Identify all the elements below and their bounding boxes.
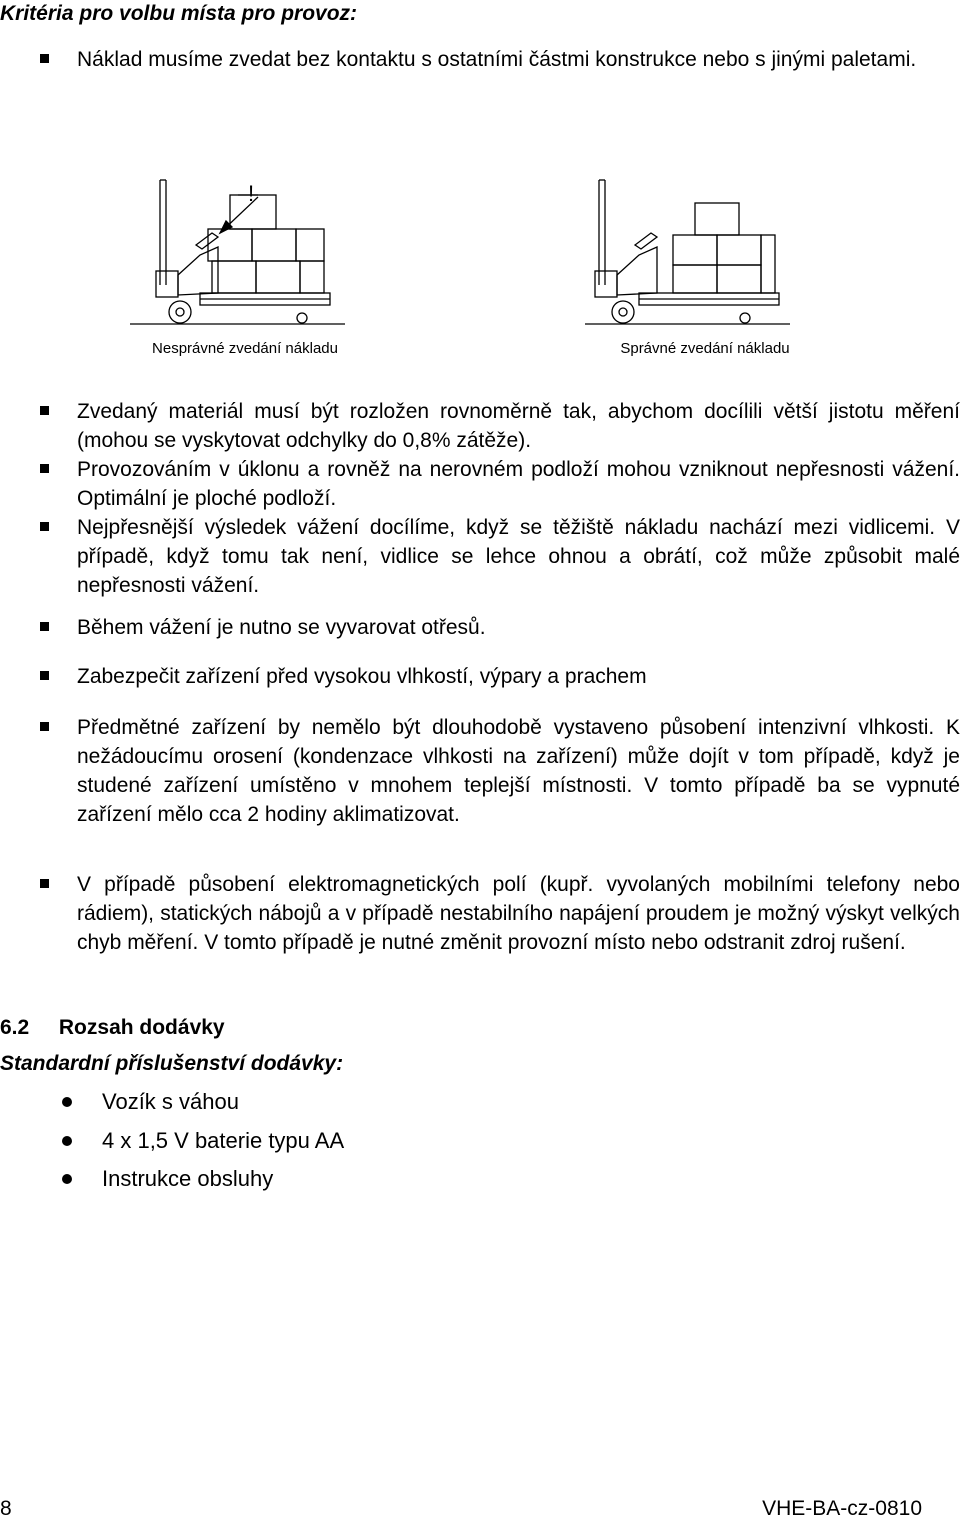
bullet-square-icon bbox=[40, 464, 49, 473]
bullet-square-icon bbox=[40, 879, 49, 888]
bullet-square-icon bbox=[40, 671, 49, 680]
bullet-square-icon bbox=[40, 622, 49, 631]
bullet-item-no-contact bbox=[77, 45, 960, 74]
correct-lifting-caption: Správné zvedání nákladu bbox=[620, 340, 790, 357]
pallet-truck-figures bbox=[130, 175, 815, 335]
bullet-item-humidity-protection bbox=[77, 662, 960, 691]
section-title: Rozsah dodávky bbox=[58, 1016, 225, 1039]
warning-mark: ! bbox=[248, 181, 255, 206]
bullet-text: Provozováním v úklonu a rovněž na nerovném podloží mohou vzniknout nepřesnosti vážení. Optimální je ploché podloží. bbox=[77, 458, 960, 510]
document-code: VHE-BA-cz-0810 bbox=[762, 1497, 922, 1520]
bullet-text: Během vážení je nutno se vyvarovat otřesů. bbox=[77, 616, 486, 639]
section-heading bbox=[0, 1015, 225, 1041]
bullet-text: Předmětné zařízení by nemělo být dlouhodobě vystaveno působení intenzivní vlhkosti. K nežádoucímu orosení (kondenzace vlhkosti na zařízení) může dojít v tom případě, když je studené zařízení umístěno v mnohem teplejší místnosti. V tomto případě ba se vypnuté zařízení mělo cca 2 hodiny aklimatizovat. bbox=[77, 716, 960, 826]
delivery-item bbox=[102, 1127, 344, 1155]
bullet-text: Náklad musíme zvedat bez kontaktu s ostatními částmi konstrukce nebo s jinými paletami. bbox=[77, 48, 917, 71]
bullet-square-icon bbox=[40, 54, 49, 63]
bullet-text: V případě působení elektromagnetických polí (kupř. vyvolaných mobilními telefony nebo rádiem), statických nábojů a v případě nestabilního napájení proudem je možný výskyt velkých chyb měření. V tomto případě je nutné změnit provozní místo nebo odstranit zdroj rušení. bbox=[77, 873, 960, 954]
bullet-item-slope bbox=[77, 455, 960, 513]
pallet-truck-illustration bbox=[130, 175, 815, 335]
bullet-item-center-of-gravity bbox=[77, 513, 960, 600]
bullet-dot-icon bbox=[62, 1174, 72, 1184]
bullet-item-load-distribution bbox=[77, 397, 960, 455]
bullet-dot-icon bbox=[62, 1097, 72, 1107]
incorrect-lifting-caption: Nesprávné zvedání nákladu bbox=[152, 340, 338, 357]
bullet-dot-icon bbox=[62, 1136, 72, 1146]
bullet-text: Zvedaný materiál musí být rozložen rovnoměrně tak, abychom docílili větší jistotu měření (mohou se vyskytovat odchylky do 0,8% zátěže). bbox=[77, 400, 960, 452]
delivery-item-text: Instrukce obsluhy bbox=[102, 1166, 274, 1191]
bullet-square-icon bbox=[40, 722, 49, 731]
correct-lifting-drawing bbox=[585, 180, 790, 324]
delivery-item-text: Vozík s váhou bbox=[102, 1089, 239, 1114]
bullet-item-electromagnetic bbox=[77, 870, 960, 957]
delivery-item-text: 4 x 1,5 V baterie typu AA bbox=[102, 1128, 345, 1153]
page-number: 8 bbox=[0, 1497, 12, 1520]
bullet-item-condensation bbox=[77, 713, 960, 829]
delivery-item bbox=[102, 1088, 239, 1116]
bullet-square-icon bbox=[40, 406, 49, 415]
bullet-text: Nejpřesnější výsledek vážení docílíme, když se těžiště nákladu nachází mezi vidlicemi. V případě, když tomu tak není, vidlice se lehce ohnou a obrátí, což může způsobit malé nepřesnosti vážení. bbox=[77, 516, 960, 597]
incorrect-lifting-drawing bbox=[130, 180, 345, 324]
bullet-item-vibrations bbox=[77, 613, 960, 642]
section-number: 6.2 bbox=[0, 1016, 30, 1039]
delivery-item bbox=[102, 1165, 273, 1193]
delivery-subheading: Standardní příslušenství dodávky: bbox=[0, 1052, 344, 1075]
bullet-text: Zabezpečit zařízení před vysokou vlhkostí, výpary a prachem bbox=[77, 665, 647, 688]
bullet-square-icon bbox=[40, 522, 49, 531]
criteria-heading: Kritéria pro volbu místa pro provoz: bbox=[0, 2, 358, 25]
